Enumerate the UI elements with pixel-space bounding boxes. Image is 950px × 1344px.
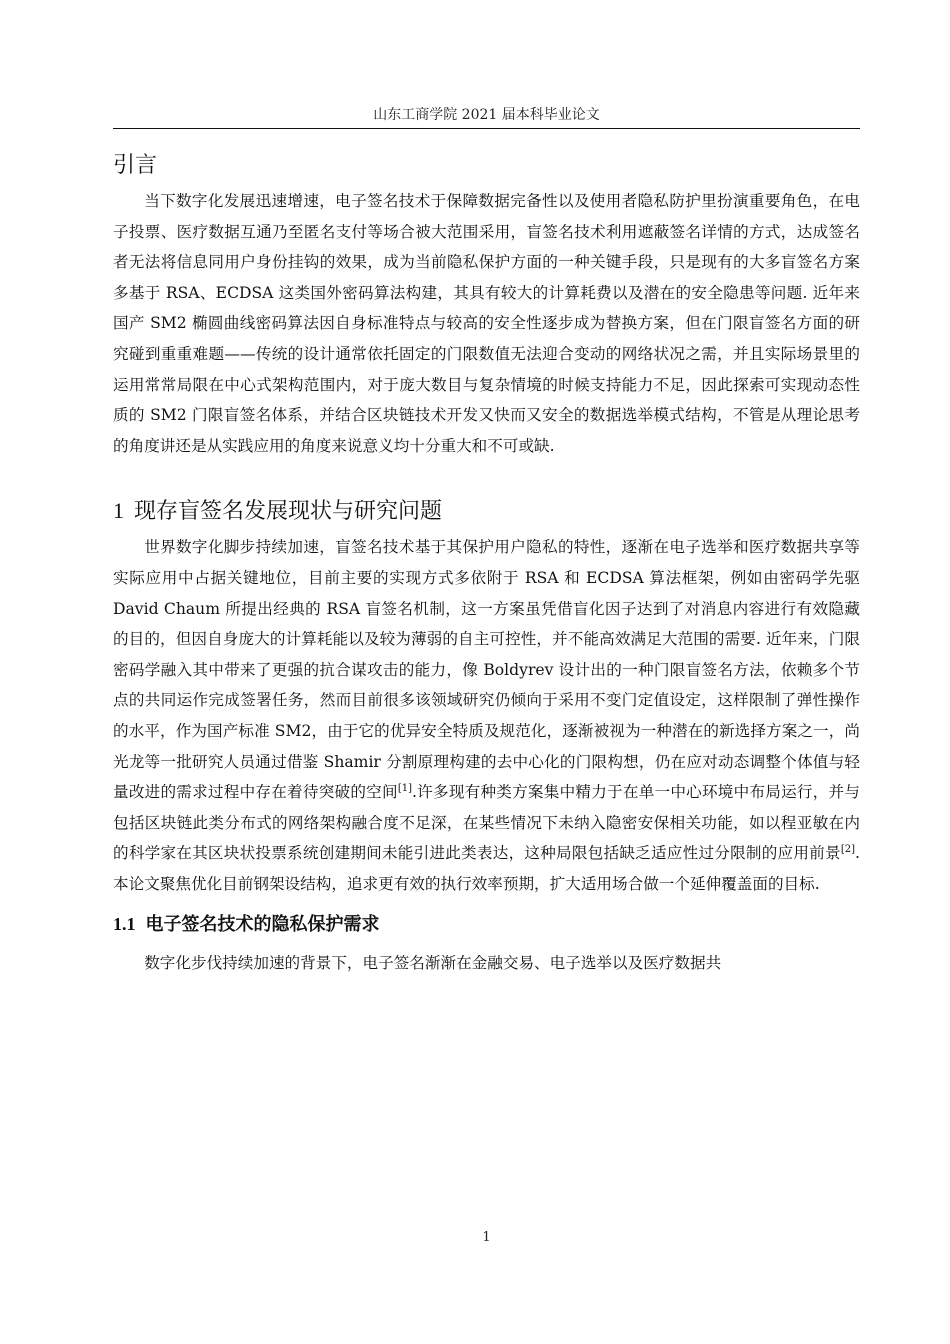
subsection-1-1-title: 电子签名技术的隐私保护需求 [145, 914, 380, 936]
subsection-1-1-number: 1.1 [113, 914, 136, 935]
subsection-1-1-heading [113, 907, 860, 942]
section-1-heading [113, 491, 860, 532]
section-1-title: 现存盲签名发展现状与研究问题 [134, 499, 443, 525]
section-1-paragraph [113, 532, 860, 899]
page-content [113, 146, 860, 979]
intro-title: 引言 [113, 153, 158, 178]
page-number: 1 [482, 1230, 491, 1245]
section-1-text-part2: .许多现有种类方案集中精力于在单一中心环境中布局运行，并与包括区块链此类分布式的网络架构融合度不足深，在某些情况下未纳入隐密安保相关功能，如以程亚敏在内的科学家在其区块状投票系统创建期间未能引进此类表达，这种局限包括缺乏适应性过分限制的应用前景 [113, 783, 860, 863]
section-1-text-part1: 世界数字化脚步持续加速，盲签名技术基于其保护用户隐私的特性，逐渐在电子选举和医疗数据共享等实际应用中占据关键地位，目前主要的实现方式多依附于 RSA 和 ECDSA 算法框架，例如由密码学先驱 David Chaum 所提出经典的 RSA 盲签名机制，这一方案虽凭借盲化因子达到了对消息内容进行有效隐藏的目的，但因自身庞大的计算耗能以及较为薄弱的自主可控性，并不能高效满足大范围的需要. 近年来，门限密码学融入其中带来了更强的抗合谋攻击的能力，像 Boldyrev 设计出的一种门限盲签名方法，依赖多个节点的共同运作完成签署任务，然而目前很多该领域研究仍倾向于采用不变门定值设定，这样限制了弹性操作的水平，作为国产标准 SM2，由于它的优异安全特质及规范化，逐渐被视为一种潜在的新选择方案之一，尚光龙等一批研究人员通过借鉴 Shamir 分割原理构建的去中心化的门限构想，仍在应对动态调整个体值与轻量改进的需求过程中存在着待突破的空间 [113, 538, 860, 802]
section-1-text-part3: . 本论文聚焦优化目前钢架设结构，追求更有效的执行效率预期，扩大适用场合做一个延伸覆盖面的目标. [113, 844, 860, 893]
intro-heading [113, 146, 860, 186]
citation-2: [2] [840, 844, 856, 856]
section-1-number: 1 [113, 498, 124, 524]
subsection-1-1-paragraph: 数字化步伐持续加速的背景下，电子签名渐渐在金融交易、电子选举以及医疗数据共 [144, 954, 722, 973]
intro-paragraph: 当下数字化发展迅速增速，电子签名技术于保障数据完备性以及使用者隐私防护里扮演重要角色，在电子投票、医疗数据互通乃至匿名支付等场合被大范围采用，盲签名技术利用遮蔽签名详情的方式，达成签名者无法将信息同用户身份挂钩的效果，成为当前隐私保护方面的一种关键手段，只是现有的大多盲签名方案多基于 RSA、ECDSA 这类国外密码算法构建，其具有较大的计算耗费以及潜在的安全隐患等问题. 近年来国产 SM2 椭圆曲线密码算法因自身标准特点与较高的安全性逐步成为替换方案，但在门限盲签名方面的研究碰到重重难题——传统的设计通常依托固定的门限数值无法迎合变动的网络状况之需，并且实际场景里的运用常常局限在中心式架构范围内，对于庞大数目与复杂情境的时候支持能力不足，因此探索可实现动态性质的 SM2 门限盲签名体系，并结合区块链技术开发又快而又安全的数据选举模式结构，不管是从理论思考的角度讲还是从实践应用的角度来说意义均十分重大和不可或缺. [113, 192, 860, 455]
citation-1: [1] [397, 782, 412, 794]
running-header: 山东工商学院 2021 届本科毕业论文 [373, 107, 600, 123]
header-rule [113, 128, 860, 129]
